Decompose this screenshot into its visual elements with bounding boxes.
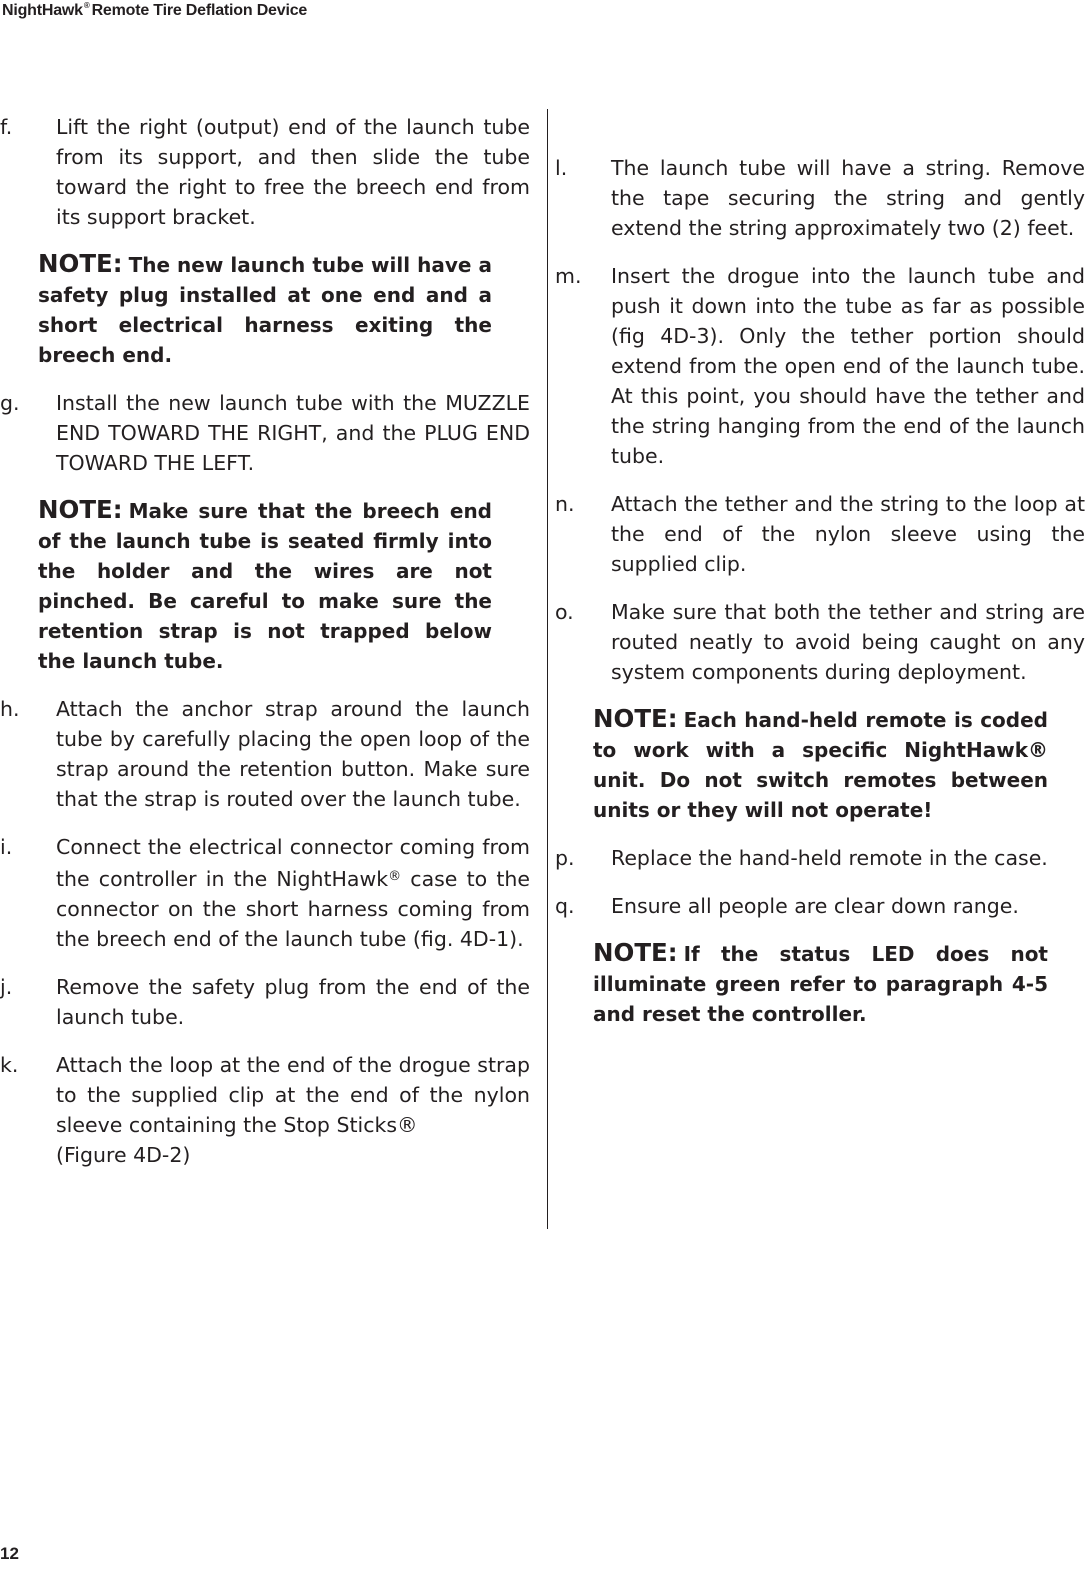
- step-text: Make sure that both the tether and string are routed neatly to avoid being caught on any system components during deployment.: [611, 600, 1085, 684]
- note-new-tube: [38, 249, 492, 370]
- step-text: Insert the drogue into the launch tube and push it down into the tube as far as possible (fig 4D-3). Only the tether portion should extend from the open end of the launch tube. At this point, you should have the tether and the string hanging from the end of the launch tube.: [611, 264, 1085, 468]
- step-f: [0, 112, 530, 232]
- step-k: [0, 1050, 530, 1140]
- note-label: NOTE:: [593, 704, 678, 733]
- note-text: The new launch tube will have a safety plug installed at one end and a short electrical harness exiting the breech end.: [38, 253, 492, 367]
- step-letter: p.: [555, 846, 575, 870]
- step-letter: n.: [555, 492, 575, 516]
- step-text-part: Connect the electrical connector coming from the controller in the NightHawk: [56, 835, 530, 891]
- step-letter: m.: [555, 264, 582, 288]
- step-text-part: case to the connector on the short harness coming from the breech end of the launch tube (fig. 4D-1).: [56, 867, 530, 951]
- step-letter: f.: [0, 115, 13, 139]
- note-text: Make sure that the breech end of the launch tube is seated firmly into the holder and the wires are not pinched. Be careful to make sure the retention strap is not trapped below the launch tube.: [38, 499, 492, 673]
- column-divider: [547, 109, 548, 1229]
- note-status-led: [593, 938, 1048, 1029]
- step-m: [555, 261, 1085, 471]
- step-q: [555, 891, 1085, 921]
- step-g: [0, 388, 530, 478]
- header-brand: NightHawk: [2, 2, 83, 19]
- step-text: Attach the loop at the end of the drogue strap to the supplied clip at the end of the nylon sleeve containing the Stop Sticks®: [56, 1053, 530, 1137]
- step-letter: i.: [0, 835, 13, 859]
- running-header: [2, 1, 307, 20]
- figure-reference: (Figure 4D-2): [56, 1143, 191, 1167]
- note-label: NOTE:: [38, 249, 123, 278]
- step-l: [555, 153, 1085, 243]
- step-letter: l.: [555, 156, 568, 180]
- page-number: 12: [0, 1544, 19, 1563]
- registered-mark: ®: [388, 869, 402, 884]
- step-n: [555, 489, 1085, 579]
- step-h: [0, 694, 530, 814]
- step-letter: k.: [0, 1053, 19, 1077]
- note-label: NOTE:: [593, 938, 678, 967]
- step-j: [0, 972, 530, 1032]
- note-remote-coded: [593, 704, 1048, 825]
- step-letter: h.: [0, 697, 20, 721]
- step-text: Attach the tether and the string to the loop at the end of the nylon sleeve using the supplied clip.: [611, 492, 1085, 576]
- right-column: [555, 153, 1085, 1047]
- step-i: [0, 832, 530, 954]
- step-text: Ensure all people are clear down range.: [611, 894, 1019, 918]
- step-text: [56, 832, 530, 954]
- left-column: [0, 112, 530, 1170]
- step-text: Lift the right (output) end of the launch tube from its support, and then slide the tube toward the right to free the breech end from its support bracket.: [56, 115, 530, 229]
- step-letter: j.: [0, 975, 13, 999]
- header-registered-mark: ®: [83, 1, 90, 10]
- step-letter: g.: [0, 391, 20, 415]
- header-title: Remote Tire Deflation Device: [91, 2, 308, 19]
- step-p: [555, 843, 1085, 873]
- note-breech: [38, 495, 492, 676]
- note-label: NOTE:: [38, 495, 123, 524]
- note-text: Each hand-held remote is coded to work with a specific NightHawk® unit. Do not switch remotes between units or they will not operate!: [593, 708, 1048, 822]
- step-text: The launch tube will have a string. Remove the tape securing the string and gently extend the string approximately two (2) feet.: [611, 156, 1085, 240]
- step-letter: o.: [555, 600, 574, 624]
- step-text: Attach the anchor strap around the launch tube by carefully placing the open loop of the strap around the retention button. Make sure that the strap is routed over the launch tube.: [56, 697, 530, 811]
- step-o: [555, 597, 1085, 687]
- step-text: Remove the safety plug from the end of the launch tube.: [56, 975, 530, 1029]
- step-text: Install the new launch tube with the MUZZLE END TOWARD THE RIGHT, and the PLUG END TOWARD THE LEFT.: [56, 391, 530, 475]
- step-text: Replace the hand-held remote in the case.: [611, 846, 1048, 870]
- note-text: If the status LED does not illuminate green refer to paragraph 4-5 and reset the controller.: [593, 942, 1048, 1026]
- step-letter: q.: [555, 894, 575, 918]
